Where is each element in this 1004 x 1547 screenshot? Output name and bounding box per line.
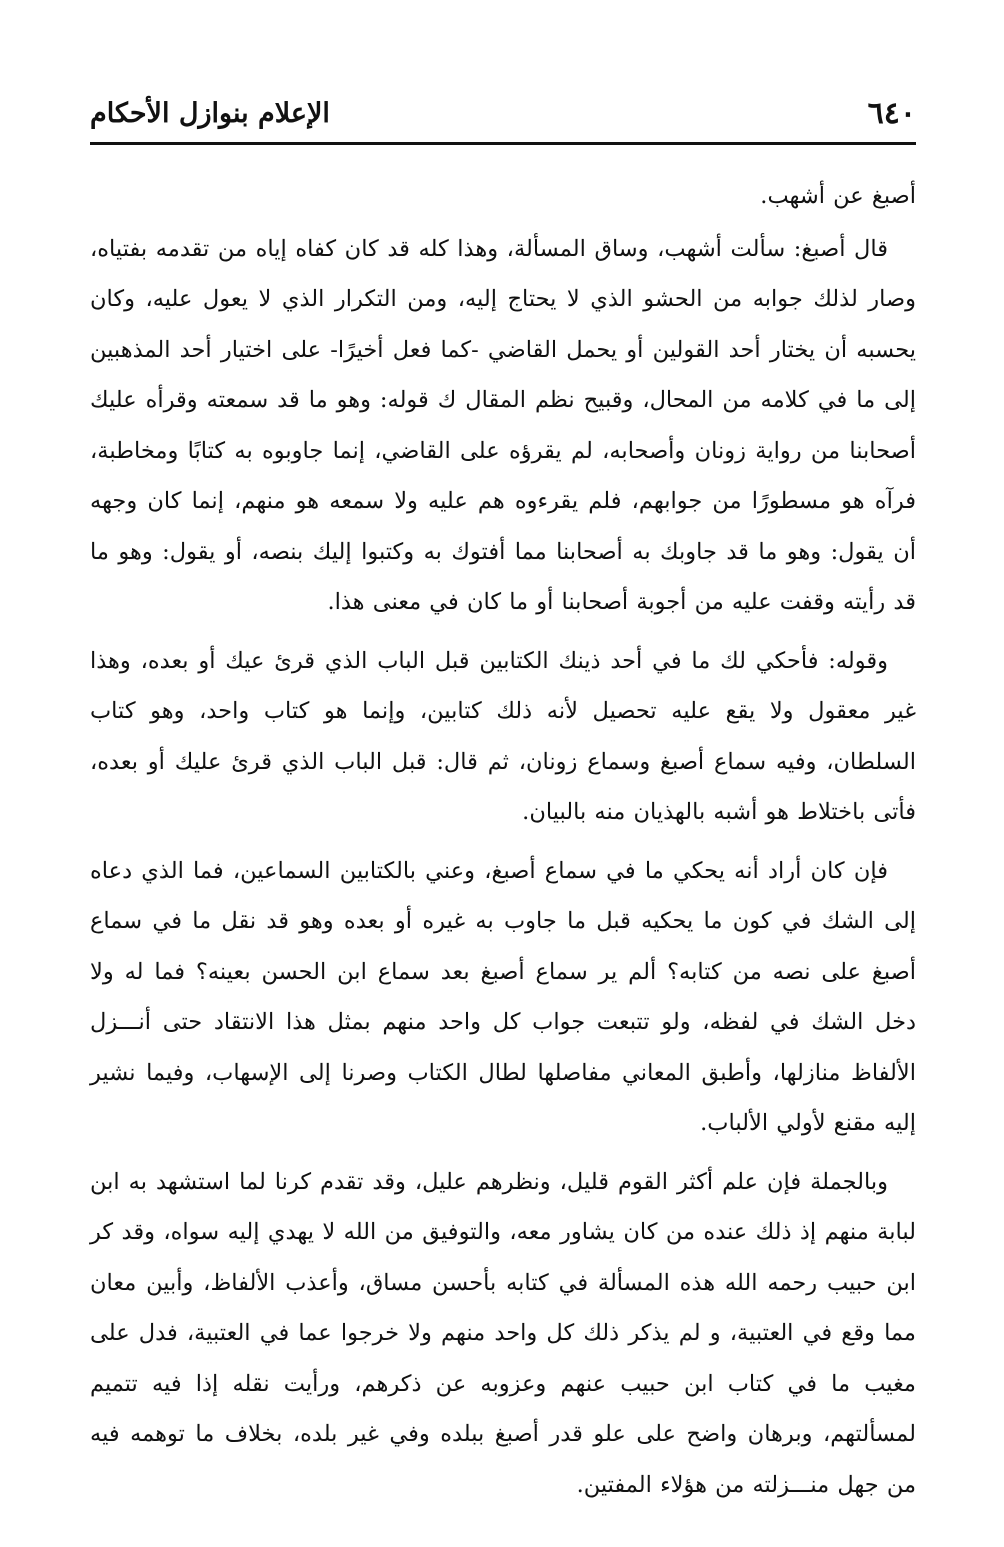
page-number: ٦٤٠ <box>867 95 916 131</box>
header-rule <box>90 142 916 145</box>
body-text <box>90 171 916 1510</box>
paragraph: وبالجملة فإن علم أكثر القوم قليل، ونظرهم عليل، وقد تقدم كرنا لما استشهد به ابن لبابة منهم إذ ذلك عنده من كان يشاور معه، والتوفيق من الله لا يهدي إليه سواه، وقد كر ابن حبيب رحمه الله هذه المسألة في كتابه بأحسن مساق، وأعذب الألفاظ، وأبين معان مما وقع في العتبية، و لم يذكر ذلك كل واحد منهم ولا خرجوا عما في العتبية، فدل على مغيب ما في كتاب ابن حبيب عنهم وعزوبه عن ذكرهم، ورأيت نقله إذا فيه تتميم لمسألتهم، وبرهان واضح على علو قدر أصبغ ببلده وفي غير بلده، بخلاف ما توهمه فيه من جهل منـــزلته من هؤلاء المفتين. <box>90 1168 916 1498</box>
paragraph: أصبغ عن أشهب. <box>760 183 916 209</box>
running-title: الإعلام بنوازل الأحكام <box>90 97 330 129</box>
paragraph: وقوله: فأحكي لك ما في أحد ذينك الكتابين قبل الباب الذي قرئ عيك أو بعده، وهذا غير معقول ولا يقع عليه تحصيل لأنه ذلك كتابين، وإنما هو كتاب واحد، وهو كتاب السلطان، وفيه سماع أصبغ وسماع زونان، ثم قال: قبل الباب الذي قرئ عليك أو بعده، فأتى باختلاط هو أشبه بالهذيان منه بالبيان. <box>90 647 916 825</box>
book-page <box>90 88 916 1508</box>
page-header <box>90 88 916 138</box>
paragraph: قال أصبغ: سألت أشهب، وساق المسألة، وهذا كله قد كان كفاه إياه من تقدمه بفتياه، وصار لذلك جوابه من الحشو الذي لا يحتاج إليه، ومن التكرار الذي لا يعول عليه، وكان يحسبه أن يختار أحد القولين أو يحمل القاضي -كما فعل أخيرًا- على اختيار أحد المذهبين إلى ما في كلامه من المحال، وقبيح نظم المقال ك قوله: وهو ما قد سمعته وقرأه عليك أصحابنا من رواية زونان وأصحابه، لم يقرؤه على القاضي، إنما جاوبوه به كتابًا ومخاطبة، فرآه هو مسطورًا من جوابهم، فلم يقرءوه هم عليه ولا سمعه هو منهم، إنما كان وجهه أن يقول: وهو ما قد جاوبك به أصحابنا مما أفتوك به وكتبوا إليك بنصه، أو يقول: وهو ما قد رأيته وقفت عليه من أجوبة أصحابنا أو ما كان في معنى هذا. <box>90 235 916 615</box>
paragraph: فإن كان أراد أنه يحكي ما في سماع أصبغ، وعني بالكتابين السماعين، فما الذي دعاه إلى الشك في كون ما يحكيه قبل ما جاوب به غيره أو بعده وهو قد نقل ما في سماع أصبغ على نصه من كتابه؟ ألم ير سماع أصبغ بعد سماع ابن الحسن بعينه؟ فما له ولا دخل الشك في لفظه، ولو تتبعت جواب كل واحد منهم بمثل هذا الانتقاد حتى أنـــزل الألفاظ منازلها، وأطبق المعاني مفاصلها لطال الكتاب وصرنا إلى الإسهاب، وفيما نشير إليه مقنع لأولي الألباب. <box>90 857 916 1136</box>
